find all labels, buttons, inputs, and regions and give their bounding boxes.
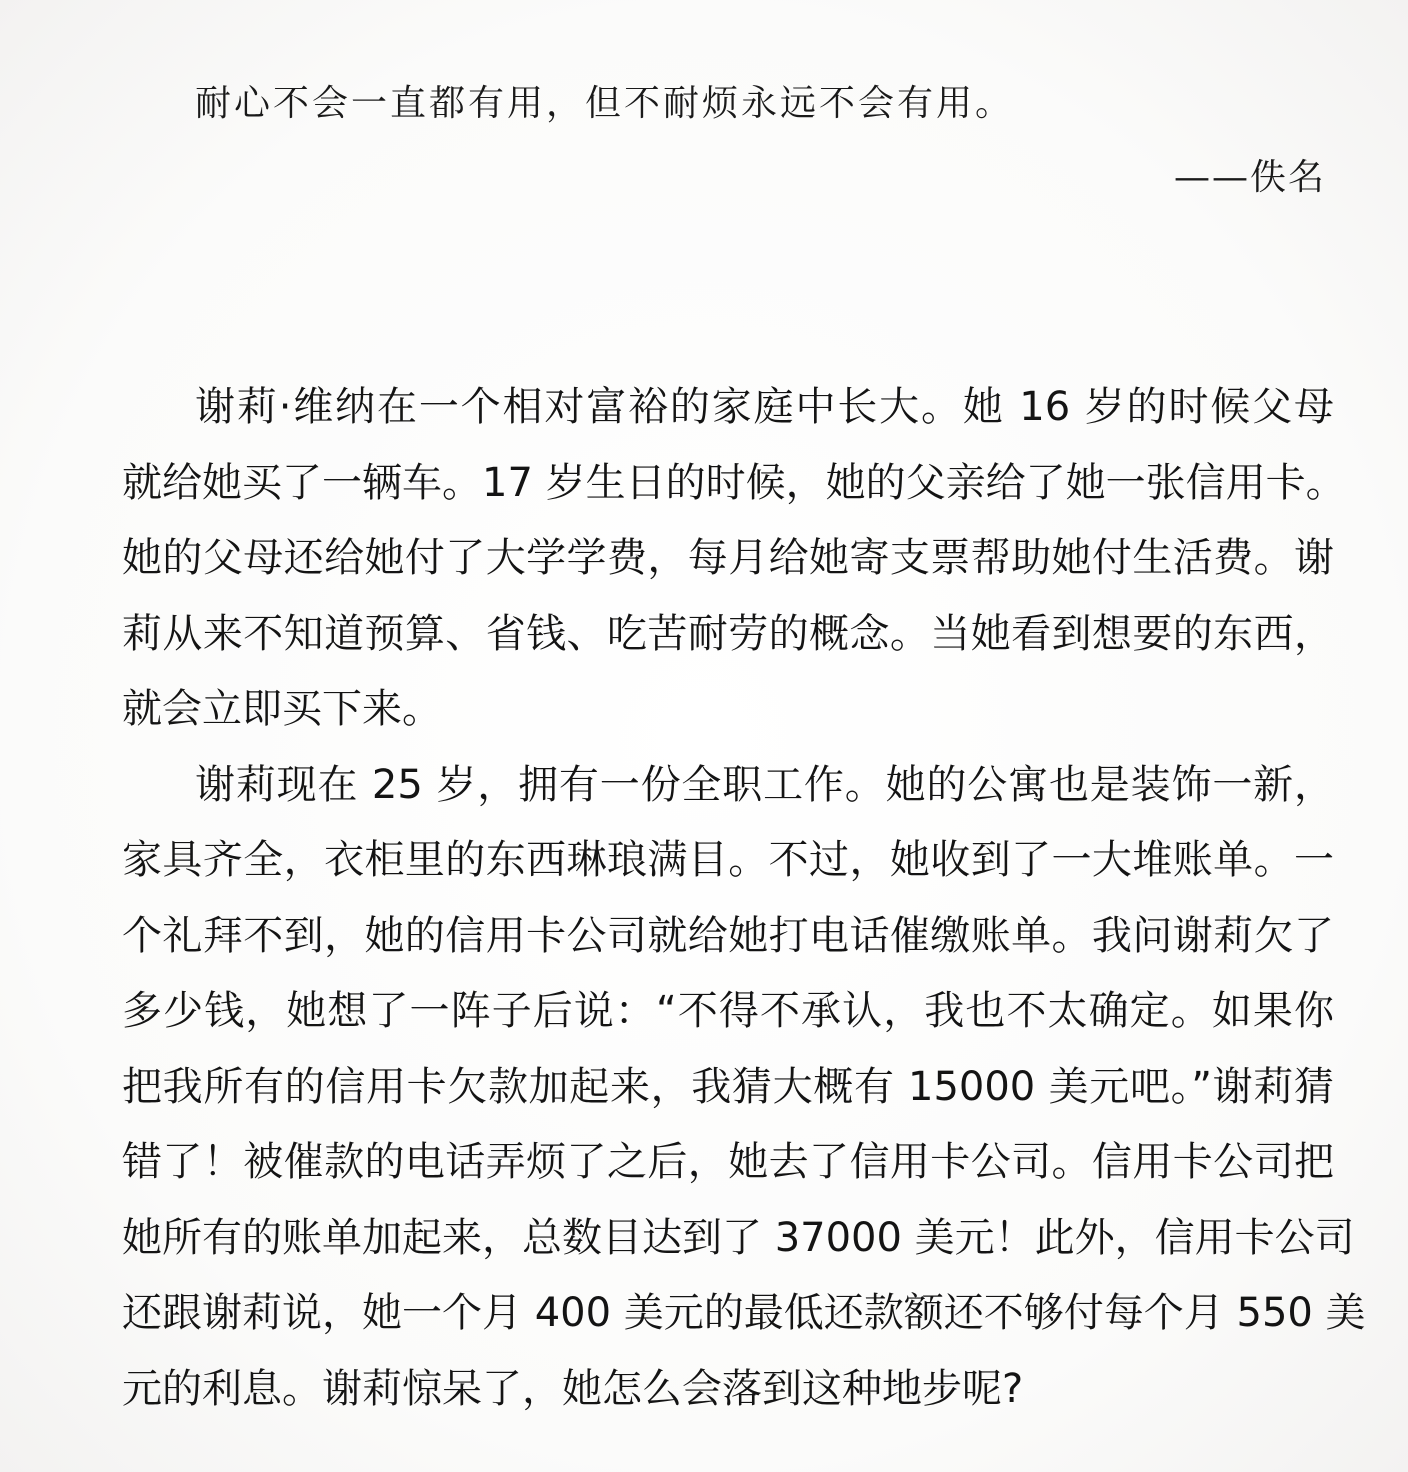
text-line: 就给她买了一辆车。17 岁生日的时候，她的父亲给了她一张信用卡。 [122, 459, 1346, 506]
text-line: 把我所有的信用卡欠款加起来，我猜大概有 15000 美元吧。”谢莉猜 [122, 1063, 1334, 1110]
text-line: 个礼拜不到，她的信用卡公司就给她打电话催缴账单。我问谢莉欠了 [122, 912, 1334, 959]
epigraph-attribution: ——佚名 [1173, 157, 1326, 198]
text-line: 多少钱，她想了一阵子后说：“不得不承认，我也不太确定。如果你 [122, 988, 1334, 1034]
text-line: 谢莉现在 25 岁，拥有一份全职工作。她的公寓也是装饰一新， [195, 761, 1334, 808]
text-line: 谢莉·维纳在一个相对富裕的家庭中长大。她 16 岁的时候父母 [195, 384, 1334, 430]
text-line: 元的利息。谢莉惊呆了，她怎么会落到这种地步呢? [122, 1365, 1024, 1412]
text-line: 就会立即买下来。 [122, 686, 442, 732]
body-text [122, 370, 1366, 1427]
text-line: 莉从来不知道预算、省钱、吃苦耐劳的概念。当她看到想要的东西， [122, 610, 1334, 657]
text-line: 还跟谢莉说，她一个月 400 美元的最低还款额还不够付每个月 550 美 [122, 1290, 1366, 1336]
epigraph-quote: 耐心不会一直都有用，但不耐烦永远不会有用。 [195, 83, 1015, 124]
paragraph-2 [122, 748, 1366, 1428]
text-line: 她所有的账单加起来，总数目达到了 37000 美元！此外，信用卡公司 [122, 1214, 1355, 1261]
text-line: 她的父母还给她付了大学学费，每月给她寄支票帮助她付生活费。谢 [122, 535, 1334, 581]
text-line: 家具齐全，衣柜里的东西琳琅满目。不过，她收到了一大堆账单。一 [122, 837, 1334, 883]
paragraph-1 [122, 370, 1346, 748]
text-line: 错了！被催款的电话弄烦了之后，她去了信用卡公司。信用卡公司把 [122, 1139, 1334, 1185]
